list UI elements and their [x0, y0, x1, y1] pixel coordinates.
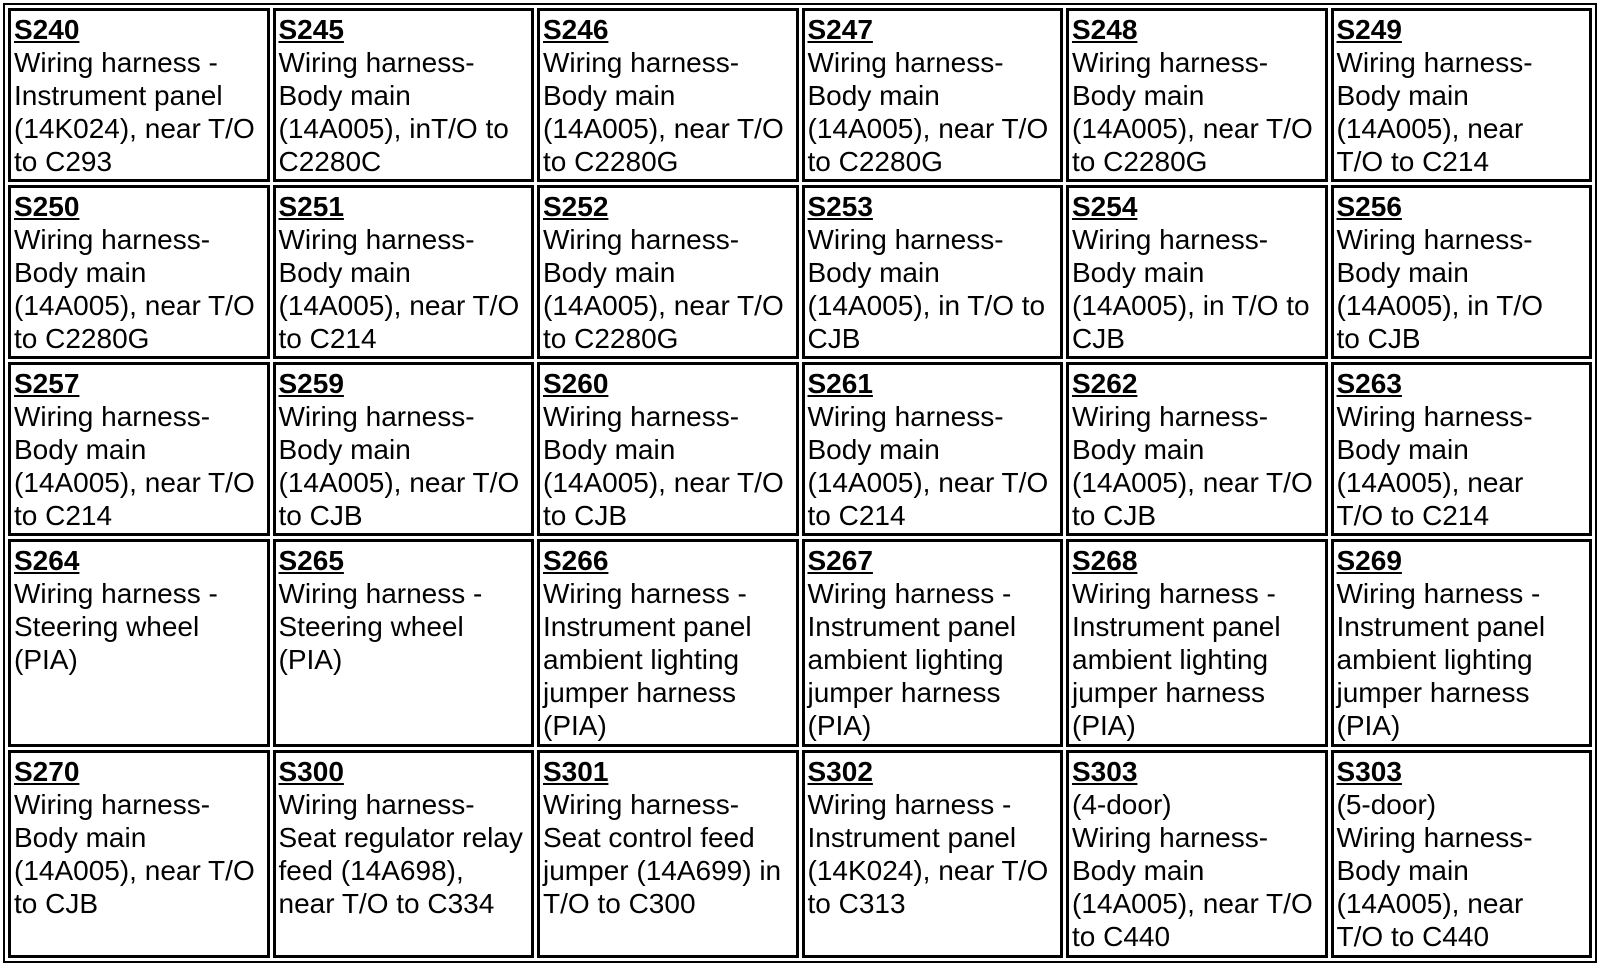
- splice-id: S264: [14, 545, 80, 576]
- splice-description: Wiring harness - Instrument panel (14K024), near T/O to C313: [807, 789, 1049, 919]
- splice-description: Wiring harness- Body main (14A005), near T/O to C214: [1336, 47, 1533, 177]
- splice-id: S259: [278, 368, 344, 399]
- splice-description: Wiring harness- Body main (14A005), near T/O to C214: [278, 224, 520, 354]
- splice-description: Wiring harness- Body main (14A005), near T/O to C2280G: [1072, 47, 1313, 177]
- splice-description: Wiring harness- Body main (14A005), near T/O to C2280G: [543, 224, 784, 354]
- table-row: [8, 362, 1592, 536]
- table-cell: [8, 362, 270, 536]
- splice-description: Wiring harness- Body main (14A005), near T/O to CJB: [1072, 401, 1313, 531]
- table-row: [8, 750, 1592, 958]
- splice-description: Wiring harness - Steering wheel (PIA): [278, 578, 483, 675]
- splice-description: Wiring harness- Body main (14A005), near T/O to C2280G: [14, 224, 255, 354]
- splice-id: S245: [278, 14, 344, 45]
- splice-id: S248: [1072, 14, 1138, 45]
- table-row: [8, 539, 1592, 747]
- table-cell: [1331, 539, 1593, 747]
- splice-id: S253: [807, 191, 873, 222]
- splice-description: Wiring harness- Body main (14A005), near T/O to C214: [14, 401, 255, 531]
- splice-id: S254: [1072, 191, 1138, 222]
- table-cell: [537, 362, 799, 536]
- splice-description: Wiring harness - Steering wheel (PIA): [14, 578, 218, 675]
- table-cell: [802, 362, 1064, 536]
- table-cell: [273, 362, 535, 536]
- table-cell: [273, 185, 535, 359]
- table-cell: [1066, 8, 1328, 182]
- splice-id: S250: [14, 191, 80, 222]
- table-cell: [8, 185, 270, 359]
- table-cell: [537, 8, 799, 182]
- splice-id: S267: [807, 545, 873, 576]
- splice-description: Wiring harness - Instrument panel ambient lighting jumper harness (PIA): [1336, 578, 1546, 741]
- table-cell: [273, 750, 535, 958]
- splice-description: Wiring harness - Instrument panel ambient lighting jumper harness (PIA): [543, 578, 752, 741]
- splice-id: S251: [278, 191, 344, 222]
- table-row: [8, 185, 1592, 359]
- splice-id: S240: [14, 14, 80, 45]
- table-cell: [8, 8, 270, 182]
- splice-id: S256: [1336, 191, 1402, 222]
- table-cell: [1331, 362, 1593, 536]
- splice-id: S263: [1336, 368, 1402, 399]
- splice-description: Wiring harness - Instrument panel ambient lighting jumper harness (PIA): [807, 578, 1017, 741]
- table-cell: [1066, 185, 1328, 359]
- table-cell: [8, 539, 270, 747]
- table-cell: [802, 750, 1064, 958]
- splice-id: S266: [543, 545, 609, 576]
- table-row: [8, 8, 1592, 182]
- splice-id: S257: [14, 368, 80, 399]
- splice-id: S270: [14, 756, 80, 787]
- table-cell: [273, 8, 535, 182]
- splice-description: Wiring harness- Body main (14A005), in T/O to CJB: [807, 224, 1046, 354]
- splice-description: (4-door) Wiring harness- Body main (14A005), near T/O to C440: [1072, 789, 1313, 952]
- splice-description: Wiring harness- Body main (14A005), near T/O to CJB: [14, 789, 255, 919]
- splice-description: Wiring harness- Body main (14A005), in T/O to CJB: [1072, 224, 1310, 354]
- table-cell: [802, 185, 1064, 359]
- table-cell: [537, 539, 799, 747]
- table-cell: [802, 8, 1064, 182]
- splice-id: S303: [1336, 756, 1402, 787]
- splice-table: [3, 3, 1597, 963]
- splice-id: S265: [278, 545, 344, 576]
- table-cell: [1066, 362, 1328, 536]
- splice-id: S302: [807, 756, 873, 787]
- splice-description: Wiring harness- Body main (14A005), near T/O to C214: [1336, 401, 1533, 531]
- splice-description: Wiring harness- Seat control feed jumper (14A699) in T/O to C300: [543, 789, 782, 919]
- table-cell: [1331, 8, 1593, 182]
- splice-description: Wiring harness- Body main (14A005), in T/O to CJB: [1336, 224, 1543, 354]
- splice-id: S260: [543, 368, 609, 399]
- splice-description: Wiring harness - Instrument panel ambient lighting jumper harness (PIA): [1072, 578, 1281, 741]
- splice-description: Wiring harness- Body main (14A005), near T/O to CJB: [278, 401, 520, 531]
- table-cell: [802, 539, 1064, 747]
- table-cell: [273, 539, 535, 747]
- splice-description: Wiring harness- Seat regulator relay feed (14A698), near T/O to C334: [278, 789, 523, 919]
- splice-id: S262: [1072, 368, 1138, 399]
- splice-id: S246: [543, 14, 609, 45]
- splice-id: S301: [543, 756, 609, 787]
- splice-id: S303: [1072, 756, 1138, 787]
- splice-description: Wiring harness- Body main (14A005), near T/O to C2280G: [543, 47, 784, 177]
- splice-description: Wiring harness - Instrument panel (14K024), near T/O to C293: [14, 47, 255, 177]
- splice-description: Wiring harness- Body main (14A005), near T/O to C214: [807, 401, 1049, 531]
- table-cell: [537, 750, 799, 958]
- splice-description: Wiring harness- Body main (14A005), inT/O to C2280C: [278, 47, 509, 177]
- splice-id: S252: [543, 191, 609, 222]
- table-cell: [1331, 185, 1593, 359]
- splice-id: S300: [278, 756, 344, 787]
- splice-id: S249: [1336, 14, 1402, 45]
- splice-description: Wiring harness- Body main (14A005), near T/O to CJB: [543, 401, 784, 531]
- splice-id: S261: [807, 368, 873, 399]
- table-cell: [1066, 750, 1328, 958]
- table-cell: [1331, 750, 1593, 958]
- splice-description: Wiring harness- Body main (14A005), near T/O to C2280G: [807, 47, 1049, 177]
- table-cell: [8, 750, 270, 958]
- splice-id: S268: [1072, 545, 1138, 576]
- table-cell: [1066, 539, 1328, 747]
- table-cell: [537, 185, 799, 359]
- splice-id: S269: [1336, 545, 1402, 576]
- splice-id: S247: [807, 14, 873, 45]
- splice-description: (5-door) Wiring harness- Body main (14A005), near T/O to C440: [1336, 789, 1533, 952]
